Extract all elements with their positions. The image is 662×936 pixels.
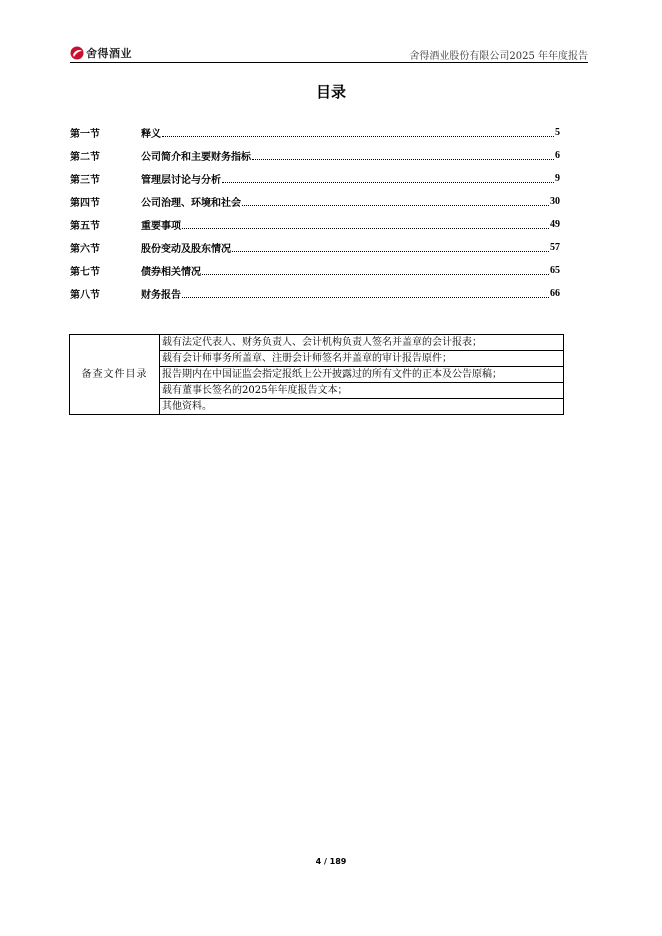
reference-doc-item: 其他资料。 [160,399,564,415]
toc-section-name: 债券相关情况 [141,267,201,278]
toc-section-number: 第八节 [70,290,100,301]
company-logo [70,45,132,61]
logo-swirl-icon [70,46,84,60]
toc-leader-dots [202,273,549,275]
toc-title: 目录 [315,83,346,101]
toc-section-number: 第四节 [70,198,100,209]
toc-section-name: 重要事项 [141,221,181,232]
toc-leader-dots [252,158,554,160]
reference-documents-table [69,334,564,415]
toc-section-number: 第二节 [70,152,100,163]
toc-item-8[interactable] [70,282,560,305]
table-row [70,335,564,351]
toc-page-number: 5 [555,127,560,138]
toc-page-number: 9 [555,173,560,184]
reference-doc-item: 报告期内在中国证监会指定报纸上公开披露过的所有文件的正本及公告原稿； [160,367,564,383]
toc-item-5[interactable] [70,213,560,236]
toc-section-name: 股份变动及股东情况 [141,244,231,255]
toc-leader-dots [182,227,549,229]
toc-section-number: 第六节 [70,244,100,255]
reference-doc-item: 载有法定代表人、财务负责人、会计机构负责人签名并盖章的会计报表； [160,335,564,351]
toc-leader-dots [182,296,549,298]
toc-section-number: 第一节 [70,129,100,140]
page-header [70,44,588,63]
toc-item-3[interactable] [70,167,560,190]
reference-doc-item: 载有董事长签名的2025年年度报告文本； [160,383,564,399]
toc-leader-dots [242,204,549,206]
toc-item-2[interactable] [70,144,560,167]
toc-page-number: 57 [550,242,560,253]
toc-leader-dots [222,181,554,183]
page-indicator: 4 / 189 [315,857,347,866]
toc-page-number: 6 [555,150,560,161]
toc-section-name: 管理层讨论与分析 [141,175,221,186]
toc-page-number: 30 [550,196,560,207]
toc-section-name: 公司治理、环境和社会 [141,198,241,209]
reference-doc-item: 载有会计师事务所盖章、注册会计师签名并盖章的审计报告原件； [160,351,564,367]
toc-item-6[interactable] [70,236,560,259]
toc-section-name: 公司简介和主要财务指标 [141,152,251,163]
toc-item-1[interactable] [70,121,560,144]
toc-item-4[interactable] [70,190,560,213]
toc-section-number: 第七节 [70,267,100,278]
logo-text: 舍得酒业 [86,47,132,60]
table-of-contents [70,121,560,305]
toc-page-number: 65 [550,265,560,276]
toc-section-number: 第五节 [70,221,100,232]
toc-page-number: 66 [550,288,560,299]
toc-section-name: 财务报告 [141,290,181,301]
toc-section-number: 第三节 [70,175,100,186]
toc-leader-dots [162,135,554,137]
report-header-title: 舍得酒业股份有限公司2025 年年度报告 [409,51,588,62]
toc-page-number: 49 [550,219,560,230]
reference-docs-label: 备查文件目录 [70,335,160,415]
toc-item-7[interactable] [70,259,560,282]
toc-section-name: 释义 [141,129,161,140]
toc-leader-dots [232,250,549,252]
